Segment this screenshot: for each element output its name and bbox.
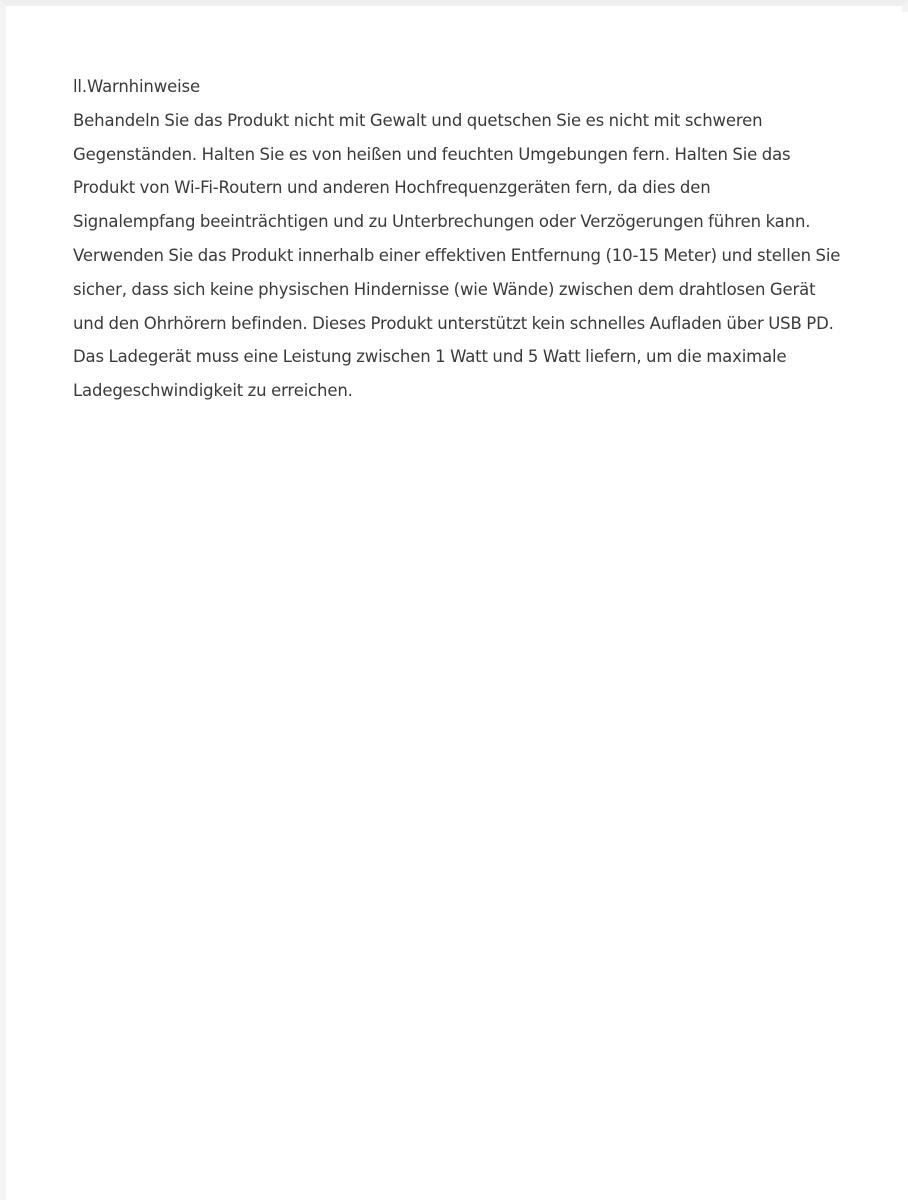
paragraph-line: Signalempfang beeinträchtigen und zu Unterbrechungen oder Verzögerungen führen kann. <box>73 212 811 232</box>
warning-paragraph <box>73 104 863 408</box>
paragraph-line: und den Ohrhörern befinden. Dieses Produkt unterstützt kein schnelles Aufladen über USB PD. <box>73 313 834 333</box>
paragraph-line: Gegenständen. Halten Sie es von heißen und feuchten Umgebungen fern. Halten Sie das <box>73 144 791 164</box>
paragraph-line: Verwenden Sie das Produkt innerhalb einer effektiven Entfernung (10-15 Meter) und stellen Sie <box>73 245 841 265</box>
paragraph-line: Behandeln Sie das Produkt nicht mit Gewalt und quetschen Sie es nicht mit schweren <box>73 110 763 130</box>
paragraph-line: Das Ladegerät muss eine Leistung zwischen 1 Watt und 5 Watt liefern, um die maximale <box>73 347 787 367</box>
paragraph-line: sicher, dass sich keine physischen Hindernisse (wie Wände) zwischen dem drahtlosen Gerät <box>73 279 816 299</box>
paragraph-line: Produkt von Wi-Fi-Routern und anderen Hochfrequenzgeräten fern, da dies den <box>73 178 711 198</box>
warning-section <box>73 70 863 408</box>
document-page <box>12 12 908 1200</box>
section-heading: ll.Warnhinweise <box>73 77 200 96</box>
paragraph-line: Ladegeschwindigkeit zu erreichen. <box>73 381 353 401</box>
